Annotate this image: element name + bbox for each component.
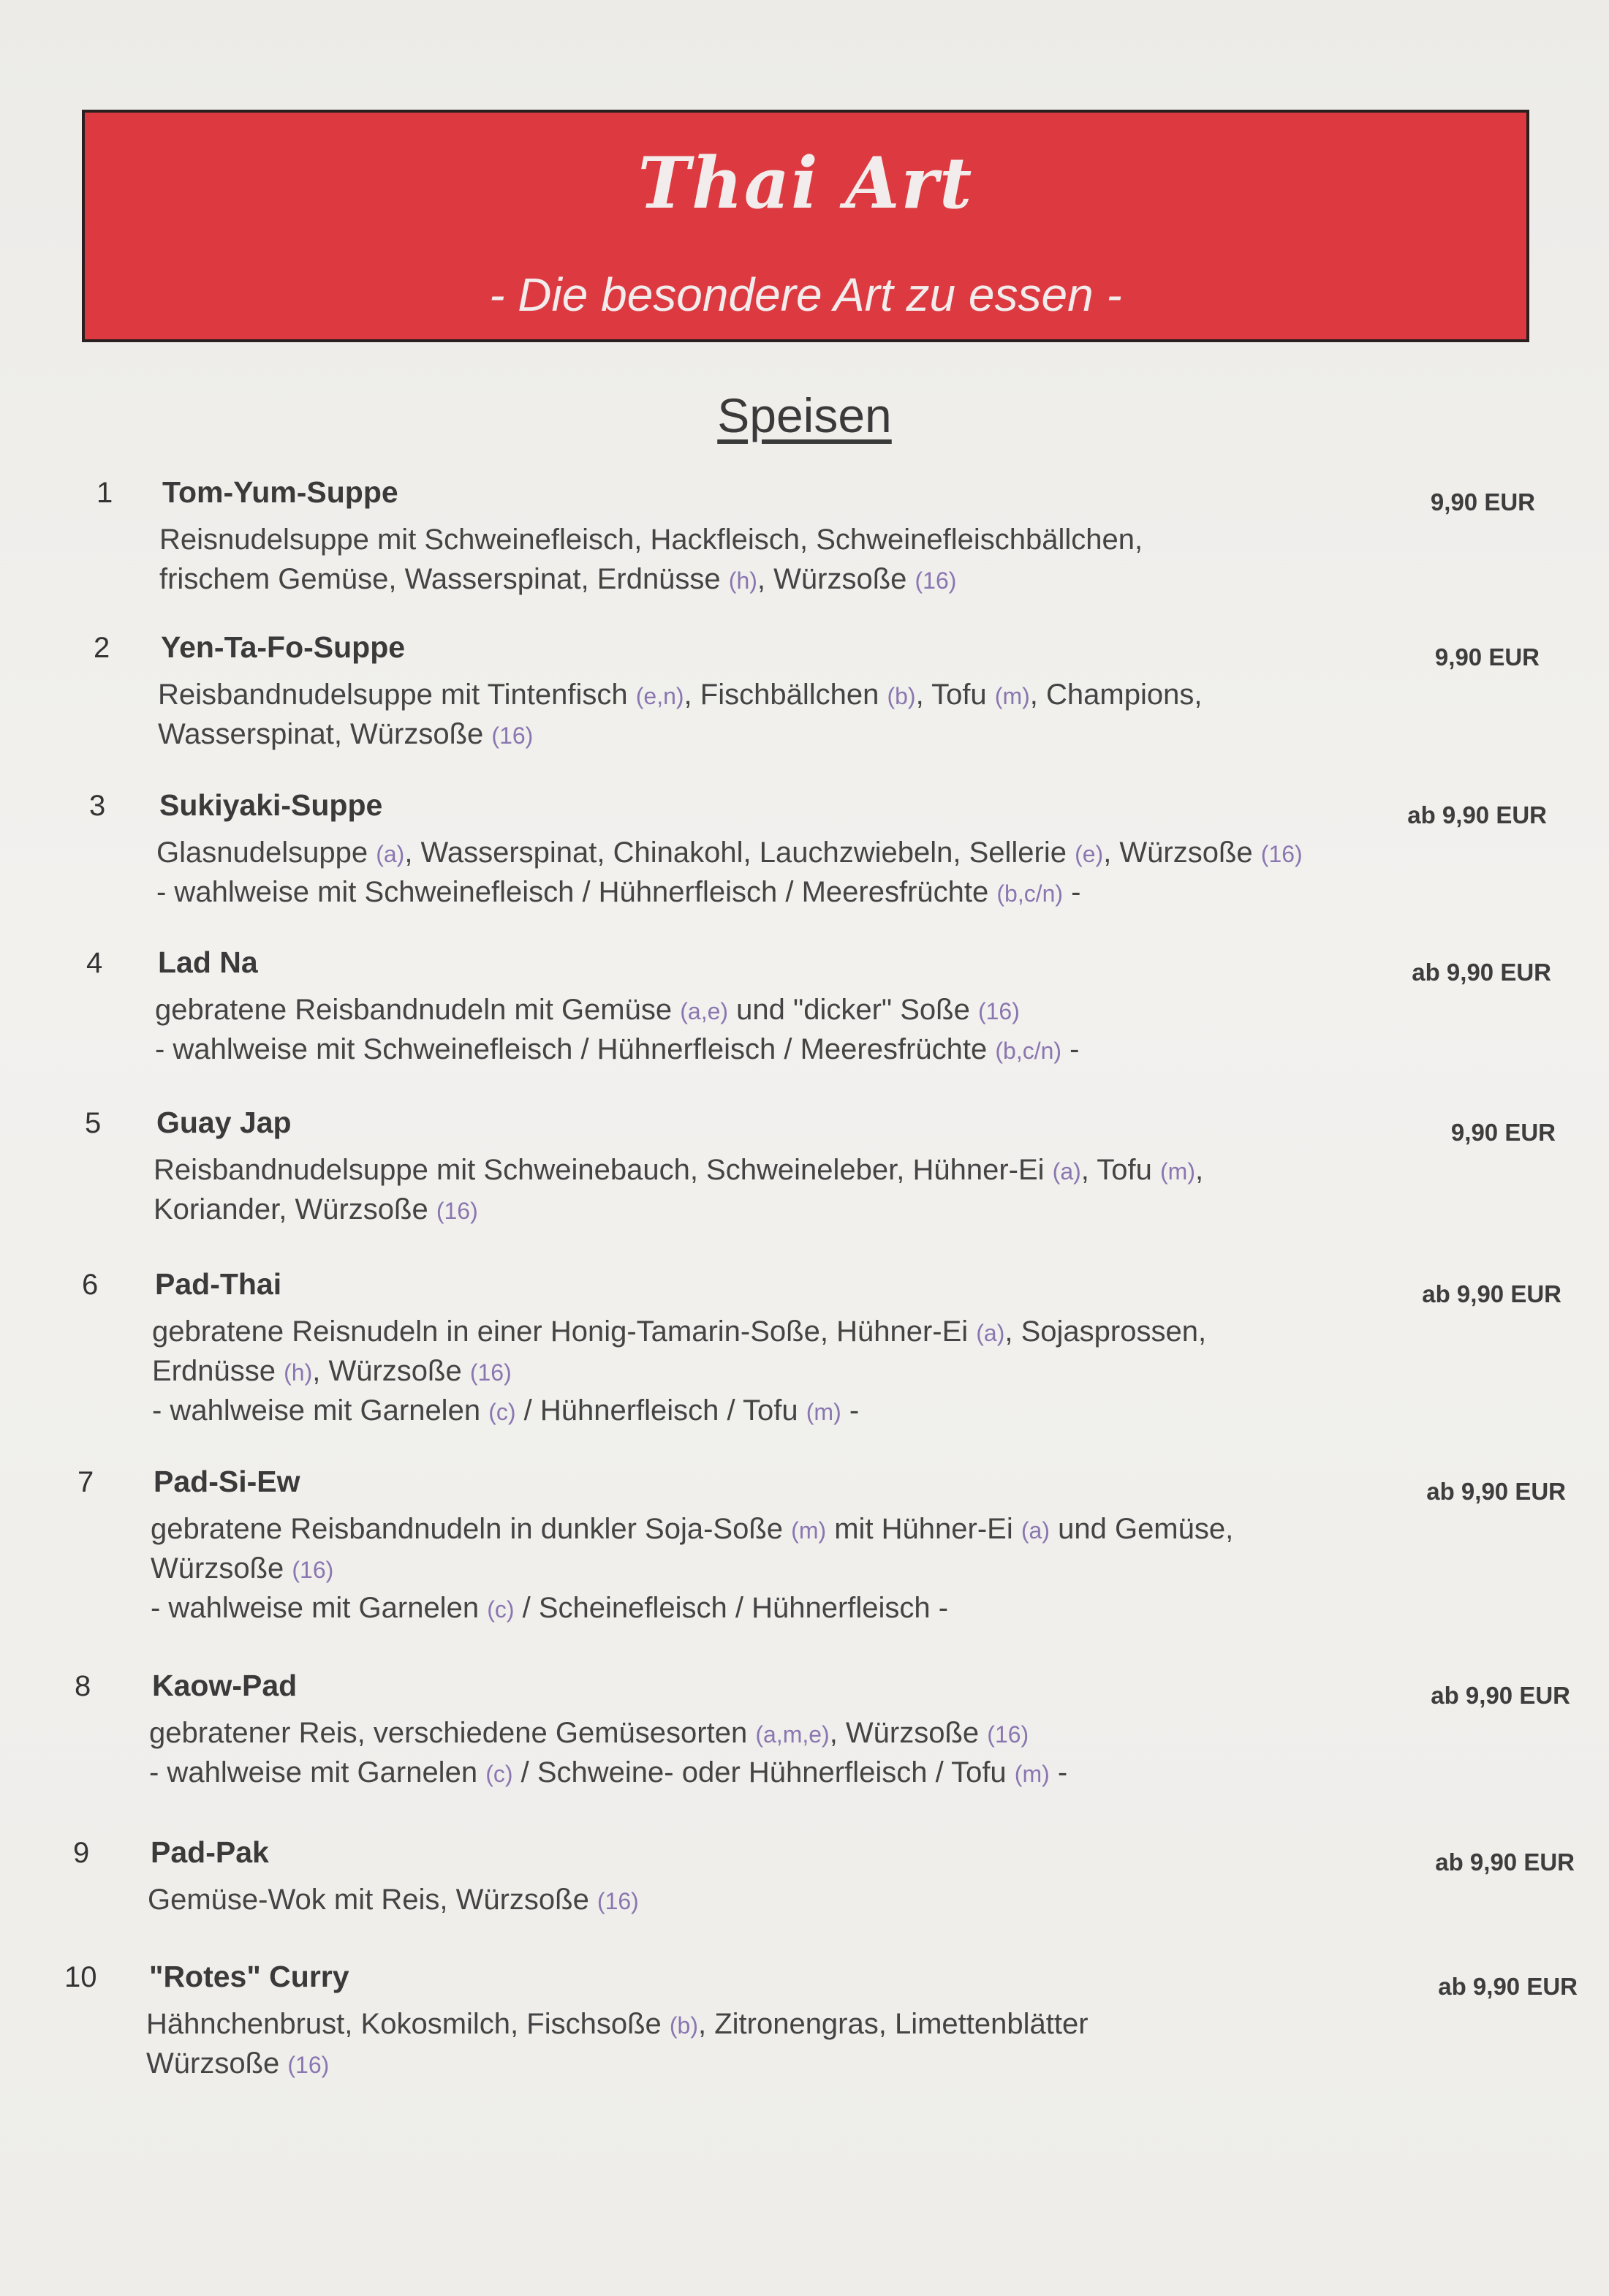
item-name: Pad-Thai xyxy=(155,1267,282,1301)
item-description-line xyxy=(151,1592,948,1625)
item-number: 10 xyxy=(64,1961,97,1993)
description-text: / Schweine- oder Hühnerfleisch / Tofu xyxy=(512,1756,1015,1789)
item-price: ab 9,90 EUR xyxy=(1438,1973,1578,2000)
allergen-code: (m) xyxy=(1014,1761,1050,1787)
allergen-code: (h) xyxy=(284,1359,313,1386)
description-text: - xyxy=(1049,1756,1068,1789)
item-name: Tom-Yum-Suppe xyxy=(162,475,398,509)
item-description-line xyxy=(152,1394,859,1427)
item-price: ab 9,90 EUR xyxy=(1431,1682,1570,1709)
allergen-code: (a,e) xyxy=(680,998,729,1024)
description-text: frischem Gemüse, Wasserspinat, Erdnüsse xyxy=(159,563,729,595)
allergen-code: (16) xyxy=(987,1721,1029,1748)
allergen-code: (c) xyxy=(485,1761,513,1787)
item-number: 8 xyxy=(75,1670,91,1702)
item-description-line xyxy=(158,718,533,751)
description-text: - xyxy=(1063,876,1081,908)
description-text: / Hühnerfleisch / Tofu xyxy=(515,1394,806,1427)
allergen-code: (b,c/n) xyxy=(995,1038,1062,1064)
description-text: - wahlweise mit Garnelen xyxy=(151,1592,488,1624)
description-text: , Zitronengras, Limettenblätter xyxy=(697,2008,1089,2040)
item-description-line xyxy=(156,876,1080,909)
item-name: Kaow-Pad xyxy=(152,1669,298,1702)
allergen-code: (c) xyxy=(487,1596,515,1623)
item-price: 9,90 EUR xyxy=(1434,643,1540,671)
allergen-code: (e) xyxy=(1075,841,1104,867)
item-description-line xyxy=(146,2047,329,2080)
allergen-code: (16) xyxy=(469,1359,512,1386)
allergen-code: (a) xyxy=(1021,1517,1050,1544)
item-name: Yen-Ta-Fo-Suppe xyxy=(161,630,406,664)
description-text: Wasserspinat, Würzsoße xyxy=(158,718,492,750)
item-description-line xyxy=(155,1033,1079,1066)
description-text: Würzsoße xyxy=(151,1552,292,1585)
description-text: Reisbandnudelsuppe mit Tintenfisch xyxy=(158,679,636,711)
description-text: , Tofu xyxy=(915,679,995,711)
item-description-line xyxy=(155,994,1020,1027)
allergen-code: (16) xyxy=(977,998,1020,1024)
item-number: 3 xyxy=(89,790,106,822)
item-name: Pad-Pak xyxy=(151,1835,269,1869)
allergen-code: (a,m,e) xyxy=(755,1721,830,1748)
item-description-line xyxy=(156,837,1303,869)
allergen-code: (b) xyxy=(669,2012,698,2039)
item-number: 2 xyxy=(94,632,110,664)
item-price: 9,90 EUR xyxy=(1450,1119,1556,1146)
allergen-code: (16) xyxy=(491,722,534,749)
section-title: Speisen xyxy=(717,388,892,442)
item-number: 4 xyxy=(86,947,103,979)
item-description-line xyxy=(152,1315,1206,1348)
description-text: Reisnudelsuppe mit Schweinefleisch, Hackfleisch, Schweinefleischbällchen, xyxy=(159,524,1143,556)
item-price: ab 9,90 EUR xyxy=(1422,1280,1561,1307)
item-description-line xyxy=(158,679,1202,711)
item-description-line xyxy=(149,1756,1067,1789)
description-text: - wahlweise mit Schweinefleisch / Hühnerfleisch / Meeresfrüchte xyxy=(155,1033,996,1065)
header-banner xyxy=(82,110,1529,342)
description-text: Gemüse-Wok mit Reis, Würzsoße xyxy=(148,1884,597,1916)
description-text: Hähnchenbrust, Kokosmilch, Fischsoße xyxy=(146,2008,670,2040)
item-description-line xyxy=(148,1884,639,1917)
item-name: Pad-Si-Ew xyxy=(154,1465,300,1498)
allergen-code: (c) xyxy=(488,1399,516,1425)
item-description-line xyxy=(154,1193,478,1226)
description-text: , Sojasprossen, xyxy=(1004,1315,1207,1348)
allergen-code: (16) xyxy=(287,2052,330,2078)
item-price: ab 9,90 EUR xyxy=(1412,959,1551,986)
allergen-code: (m) xyxy=(994,683,1030,709)
description-text: , Champions, xyxy=(1029,679,1203,711)
description-text: gebratene Reisnudeln in einer Honig-Tamarin-Soße, Hühner-Ei xyxy=(152,1315,977,1348)
allergen-code: (m) xyxy=(791,1517,827,1544)
description-text: - xyxy=(1061,1033,1080,1065)
item-name: "Rotes" Curry xyxy=(149,1960,349,1993)
description-text: , Fischbällchen xyxy=(684,679,887,711)
item-description-line xyxy=(151,1513,1233,1546)
allergen-code: (a) xyxy=(976,1320,1005,1346)
allergen-code: (16) xyxy=(915,567,957,594)
description-text: Erdnüsse xyxy=(152,1355,284,1387)
description-text: , Würzsoße xyxy=(312,1355,470,1387)
item-description-line xyxy=(151,1552,333,1585)
description-text: und Gemüse, xyxy=(1049,1513,1234,1545)
description-text: Koriander, Würzsoße xyxy=(154,1193,436,1226)
allergen-code: (16) xyxy=(292,1557,334,1583)
description-text: Reisbandnudelsuppe mit Schweinebauch, Schweineleber, Hühner-Ei xyxy=(154,1154,1053,1186)
description-text: gebratene Reisbandnudeln in dunkler Soja-Soße xyxy=(151,1513,792,1545)
item-price: ab 9,90 EUR xyxy=(1435,1848,1575,1876)
allergen-code: (a) xyxy=(376,841,405,867)
description-text: - wahlweise mit Garnelen xyxy=(152,1394,489,1427)
description-text: mit Hühner-Ei xyxy=(826,1513,1021,1545)
description-text: , Tofu xyxy=(1080,1154,1160,1186)
allergen-code: (a) xyxy=(1052,1158,1081,1185)
description-text: , Wasserspinat, Chinakohl, Lauchzwiebeln, Sellerie xyxy=(404,837,1075,869)
description-text: , Würzsoße xyxy=(1103,837,1261,869)
item-description-line xyxy=(154,1154,1203,1187)
allergen-code: (h) xyxy=(728,567,757,594)
allergen-code: (16) xyxy=(1260,841,1303,867)
allergen-code: (e,n) xyxy=(635,683,684,709)
allergen-code: (16) xyxy=(436,1198,478,1224)
description-text: gebratene Reisbandnudeln mit Gemüse xyxy=(155,994,681,1026)
description-text: , Würzsoße xyxy=(829,1717,988,1749)
item-price: 9,90 EUR xyxy=(1430,488,1535,516)
allergen-code: (m) xyxy=(1160,1158,1195,1185)
restaurant-name: Thai Art xyxy=(637,142,974,224)
description-text: , Würzsoße xyxy=(757,563,915,595)
description-text: , xyxy=(1195,1154,1204,1186)
item-description-line xyxy=(149,1717,1029,1750)
allergen-code: (b,c/n) xyxy=(996,880,1064,907)
item-description-line xyxy=(152,1355,512,1388)
item-name: Sukiyaki-Suppe xyxy=(159,788,383,822)
restaurant-tagline: - Die besondere Art zu essen - xyxy=(489,268,1122,321)
item-price: ab 9,90 EUR xyxy=(1407,801,1547,828)
item-number: 7 xyxy=(77,1466,94,1498)
item-number: 9 xyxy=(73,1837,90,1869)
description-text: Glasnudelsuppe xyxy=(156,837,376,869)
description-text: - xyxy=(841,1394,860,1427)
item-description-line xyxy=(159,563,956,596)
item-number: 6 xyxy=(82,1269,99,1301)
item-description-line xyxy=(159,524,1143,556)
item-name: Lad Na xyxy=(158,945,258,979)
item-price: ab 9,90 EUR xyxy=(1426,1478,1566,1505)
description-text: - wahlweise mit Garnelen xyxy=(149,1756,486,1789)
item-number: 1 xyxy=(96,477,113,509)
description-text: / Scheinefleisch / Hühnerfleisch - xyxy=(514,1592,949,1624)
description-text: Würzsoße xyxy=(146,2047,288,2080)
item-name: Guay Jap xyxy=(156,1106,292,1139)
description-text: gebratener Reis, verschiedene Gemüsesorten xyxy=(149,1717,756,1749)
description-text: - wahlweise mit Schweinefleisch / Hühnerfleisch / Meeresfrüchte xyxy=(156,876,997,908)
allergen-code: (b) xyxy=(887,683,916,709)
description-text: und "dicker" Soße xyxy=(728,994,978,1026)
item-number: 5 xyxy=(85,1107,102,1139)
allergen-code: (16) xyxy=(597,1888,639,1914)
allergen-code: (m) xyxy=(806,1399,841,1425)
item-description-line xyxy=(146,2008,1089,2041)
